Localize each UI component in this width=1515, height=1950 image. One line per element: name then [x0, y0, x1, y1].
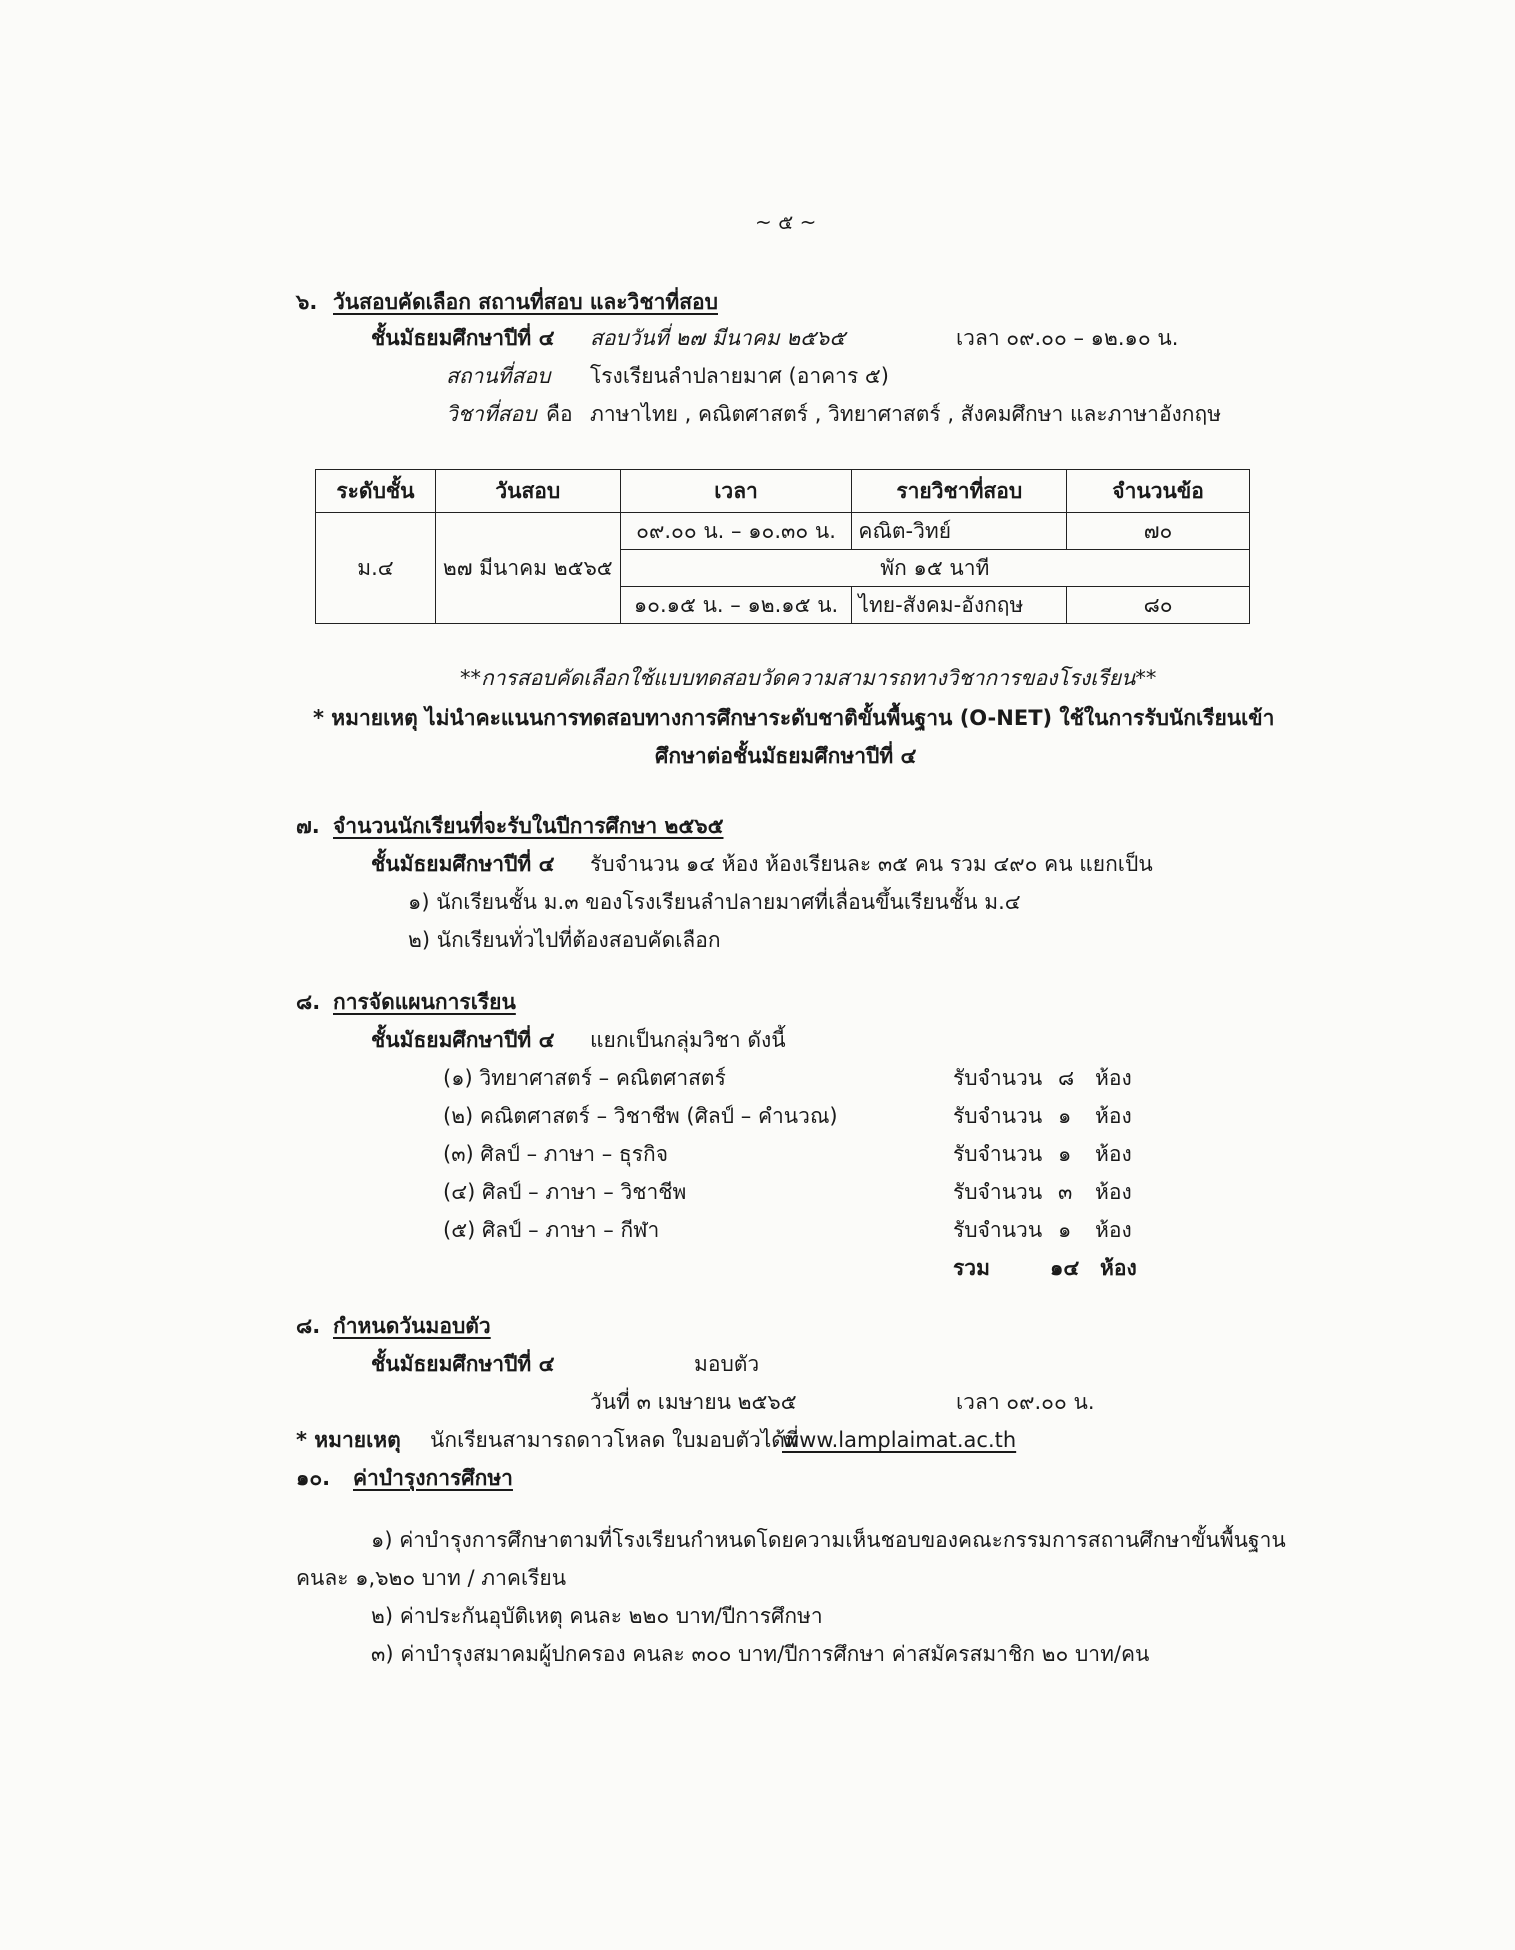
section-6-grade: ชั้นมัธยมศึกษาปีที่ ๔	[371, 326, 555, 350]
section-6-venue: โรงเรียนลำปลายมาศ (อาคาร ๕)	[590, 364, 890, 388]
plan-total-label: รวม	[953, 1256, 990, 1280]
section-10-number: ๑๐.	[296, 1466, 331, 1490]
plan-label: รับจำนวน	[953, 1142, 1043, 1166]
plan-unit: ห้อง	[1095, 1180, 1132, 1204]
plan-count: ๓	[1058, 1180, 1073, 1204]
table-cell-break: พัก ๑๕ นาที	[620, 550, 1249, 587]
plan-count: ๑	[1058, 1142, 1072, 1166]
section-6-subjects: ภาษาไทย , คณิตศาสตร์ , วิทยาศาสตร์ , สังคมศึกษา และภาษาอังกฤษ	[590, 402, 1222, 426]
remark-2-label: * หมายเหตุ	[296, 1428, 401, 1452]
section-6-exam-time: เวลา ๐๙.๐๐ – ๑๒.๑๐ น.	[956, 326, 1179, 350]
section-10-item-3: ๓) ค่าบำรุงสมาคมผู้ปกครอง คนละ ๓๐๐ บาท/ปีการศึกษา ค่าสมัครสมาชิก ๒๐ บาท/คน	[371, 1642, 1150, 1666]
table-header-level: ระดับชั้น	[316, 470, 436, 513]
section-10-item-1-line-2: คนละ ๑,๖๒๐ บาท / ภาคเรียน	[296, 1566, 567, 1590]
table-cell-time: ๑๐.๑๕ น. – ๑๒.๑๕ น.	[620, 587, 852, 624]
section-6-number: ๖.	[296, 290, 318, 314]
table-header-count: จำนวนข้อ	[1067, 470, 1250, 513]
section-8-detail: แยกเป็นกลุ่มวิชา ดังนี้	[590, 1028, 786, 1052]
remark-1-line-2: ศึกษาต่อชั้นมัธยมศึกษาปีที่ ๔	[655, 744, 917, 768]
section-10-heading: ค่าบำรุงการศึกษา	[353, 1466, 513, 1490]
plan-label: รับจำนวน	[953, 1218, 1043, 1242]
section-9-time: เวลา ๐๙.๐๐ น.	[956, 1390, 1095, 1414]
plan-name: (๕) ศิลป์ – ภาษา – กีฬา	[443, 1218, 660, 1242]
plan-unit: ห้อง	[1095, 1218, 1132, 1242]
plan-name: (๒) คณิตศาสตร์ – วิชาชีพ (ศิลป์ – คำนวณ)	[443, 1104, 838, 1128]
section-7-detail: รับจำนวน ๑๔ ห้อง ห้องเรียนละ ๓๕ คน รวม ๔๙๐ คน แยกเป็น	[590, 852, 1153, 876]
plan-count: ๑	[1058, 1218, 1072, 1242]
table-cell-date: ๒๗ มีนาคม ๒๕๖๕	[435, 513, 620, 624]
section-9-grade: ชั้นมัธยมศึกษาปีที่ ๔	[371, 1352, 555, 1376]
plan-count: ๑	[1058, 1104, 1072, 1128]
plan-name: (๑) วิทยาศาสตร์ – คณิตศาสตร์	[443, 1066, 726, 1090]
section-6-subjects-connector: คือ	[546, 402, 573, 426]
section-9-heading: กำหนดวันมอบตัว	[333, 1314, 491, 1338]
table-cell-level: ม.๔	[316, 513, 436, 624]
table-cell-time: ๐๙.๐๐ น. – ๑๐.๓๐ น.	[620, 513, 852, 550]
section-7-item-2: ๒) นักเรียนทั่วไปที่ต้องสอบคัดเลือก	[408, 928, 721, 952]
section-6-venue-label: สถานที่สอบ	[446, 364, 551, 388]
table-header-subject: รายวิชาที่สอบ	[852, 470, 1067, 513]
section-7-heading: จำนวนนักเรียนที่จะรับในปีการศึกษา ๒๕๖๕	[333, 814, 724, 838]
section-9-date: วันที่ ๓ เมษายน ๒๕๖๕	[590, 1390, 797, 1414]
page-number: ~ ๕ ~	[755, 210, 817, 234]
exam-note: **การสอบคัดเลือกใช้แบบทดสอบวัดความสามารถทางวิชาการของโรงเรียน**	[460, 666, 1157, 690]
plan-unit: ห้อง	[1095, 1066, 1132, 1090]
section-8-number: ๘.	[296, 990, 321, 1014]
table-cell-count: ๘๐	[1067, 587, 1250, 624]
plan-label: รับจำนวน	[953, 1104, 1043, 1128]
section-9-number: ๘.	[296, 1314, 321, 1338]
plan-total-count: ๑๔	[1050, 1256, 1080, 1280]
section-7-number: ๗.	[296, 814, 320, 838]
section-10-item-1-line-1: ๑) ค่าบำรุงการศึกษาตามที่โรงเรียนกำหนดโดยความเห็นชอบของคณะกรรมการสถานศึกษาขั้นพื้นฐาน	[371, 1528, 1286, 1552]
plan-label: รับจำนวน	[953, 1180, 1043, 1204]
section-10-item-2: ๒) ค่าประกันอุบัติเหตุ คนละ ๒๒๐ บาท/ปีการศึกษา	[371, 1604, 823, 1628]
table-row	[316, 513, 1250, 550]
table-header-time: เวลา	[620, 470, 852, 513]
plan-label: รับจำนวน	[953, 1066, 1043, 1090]
section-6-exam-date: สอบวันที่ ๒๗ มีนาคม ๒๕๖๕	[590, 326, 846, 350]
section-8-heading: การจัดแผนการเรียน	[333, 990, 516, 1014]
plan-unit: ห้อง	[1095, 1142, 1132, 1166]
plan-name: (๓) ศิลป์ – ภาษา – ธุรกิจ	[443, 1142, 669, 1166]
exam-schedule-table	[315, 469, 1250, 624]
school-website-link[interactable]: www.lamplaimat.ac.th	[782, 1428, 1017, 1452]
section-6-heading: วันสอบคัดเลือก สถานที่สอบ และวิชาที่สอบ	[333, 290, 718, 314]
remark-2-text: นักเรียนสามารถดาวโหลด ใบมอบตัวได้ที่	[430, 1428, 799, 1452]
plan-name: (๔) ศิลป์ – ภาษา – วิชาชีพ	[443, 1180, 687, 1204]
plan-unit: ห้อง	[1095, 1104, 1132, 1128]
section-8-grade: ชั้นมัธยมศึกษาปีที่ ๔	[371, 1028, 555, 1052]
section-9-detail: มอบตัว	[694, 1352, 760, 1376]
section-7-grade: ชั้นมัธยมศึกษาปีที่ ๔	[371, 852, 555, 876]
plan-total-unit: ห้อง	[1100, 1256, 1137, 1280]
table-cell-subject: ไทย-สังคม-อังกฤษ	[852, 587, 1067, 624]
plan-count: ๘	[1058, 1066, 1075, 1090]
section-6-subjects-label: วิชาที่สอบ	[446, 402, 537, 426]
table-cell-count: ๗๐	[1067, 513, 1250, 550]
section-7-item-1: ๑) นักเรียนชั้น ม.๓ ของโรงเรียนลำปลายมาศที่เลื่อนขึ้นเรียนชั้น ม.๔	[408, 890, 1021, 914]
table-header-date: วันสอบ	[435, 470, 620, 513]
table-cell-subject: คณิต-วิทย์	[852, 513, 1067, 550]
table-header-row	[316, 470, 1250, 513]
remark-1-line-1: * หมายเหตุ ไม่นำคะแนนการทดสอบทางการศึกษาระดับชาติขั้นพื้นฐาน (O-NET) ใช้ในการรับนักเรียนเข้า	[313, 706, 1275, 730]
